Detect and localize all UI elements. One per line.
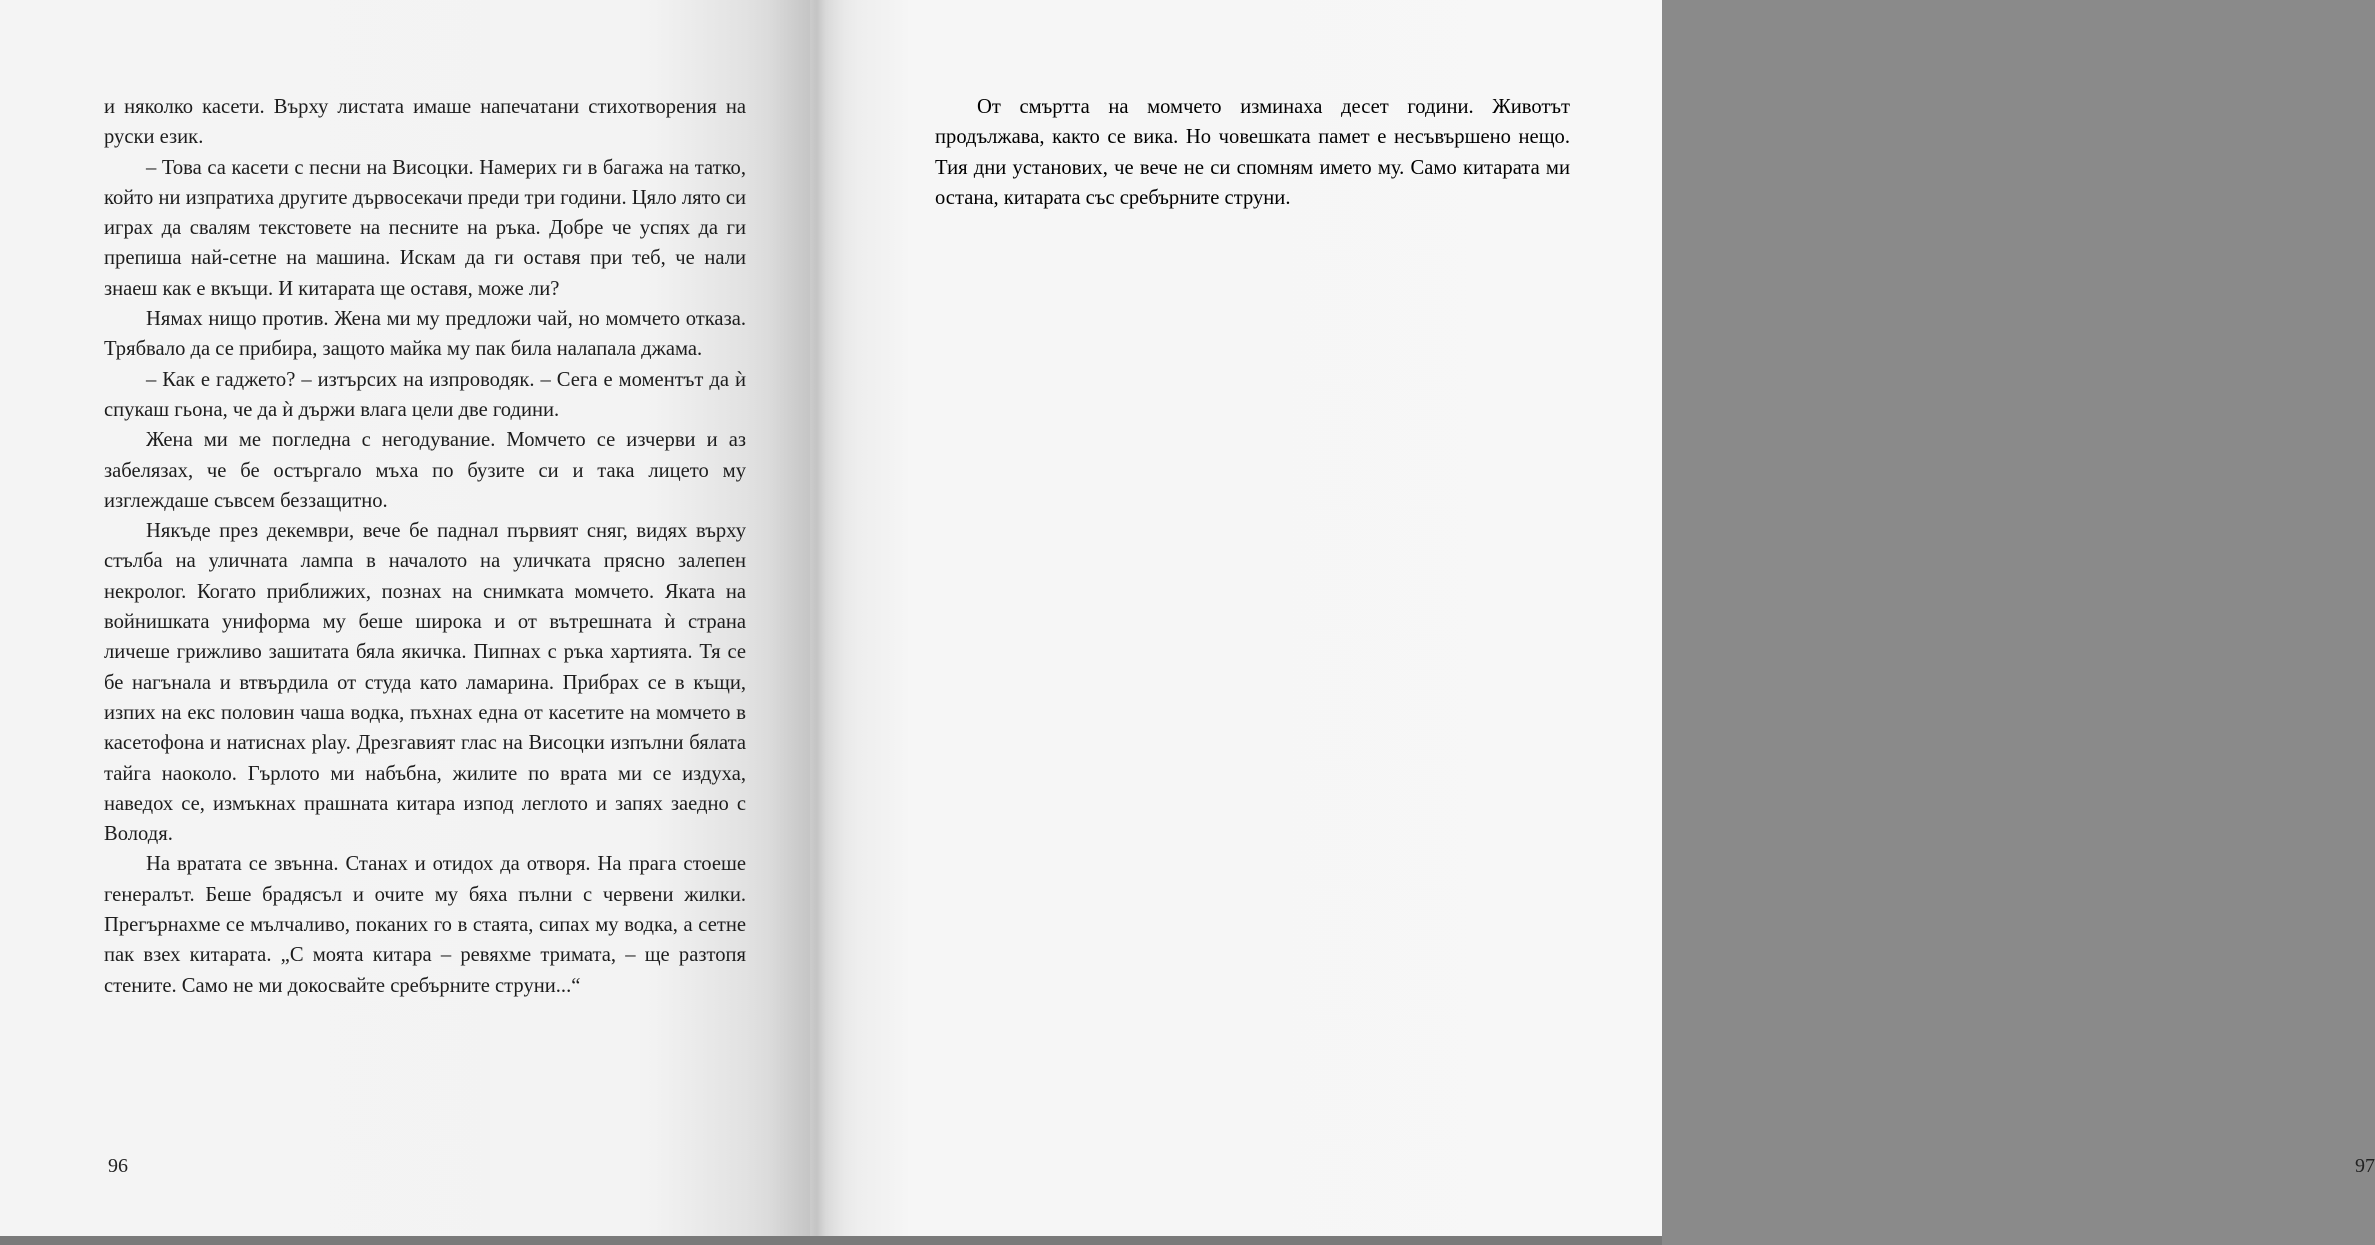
paragraph-3: Нямах нищо против. Жена ми му предложи чай, но момчето отказа. Трябвало да се прибира, защото майка му пак била налапала джама.: [104, 308, 746, 361]
paragraph-2: – Това са касети с песни на Висоцки. Намерих ги в багажа на татко, който ни изпратиха другите дървосекачи преди три години. Цяло лято си играх да свалям текстовете на песните на ръка. Добре че успях да ги препиша най-сетне на машина. Искам да ги оставя при теб, че нали знаеш как е вкъщи. И китарата ще оставя, може ли?: [104, 156, 746, 300]
paragraph-right-1: От смъртта на момчето изминаха десет години. Животът продължава, както се вика. Но човешката памет е несъвършено нещо. Тия дни установих, че вече не си спомням името му. Само китарата ми остана, китарата със сребърните струни.: [935, 96, 1570, 209]
paragraph-6: Някъде през декември, вече бе паднал първият сняг, видях върху стълба на уличната лампа в началото на уличката прясно залепен некролог. Когато приближих, познах на снимката момчето. Яката на войнишката униформа му беше широка и от вътрешната ѝ страна личеше грижливо зашитата бяла якичка. Пипнах с ръка хартията. Тя се бе нагънала и втвърдила от студа като ламарина. Прибрах се в къщи, изпих на екс половин чаша водка, пъхнах една от касетите на момчето в касетофона и натиснах play. Дрезгавият глас на Висоцки изпълни бялата тайга наоколо. Гърлото ми набъбна, жилите по врата ми се издуха, наведох се, измъкнах прашната китара изпод леглото и запях заедно с Володя.: [104, 520, 746, 846]
right-page-text: [935, 92, 1570, 213]
paragraph-4: – Как е гаджето? – изтърсих на изпроводяк. – Сега е моментът да ѝ спукаш гьона, че да ѝ държи влага цели две години.: [104, 368, 746, 421]
page-number-left: 96: [108, 1155, 128, 1177]
left-page-text: [104, 92, 746, 1001]
page-number-right: 97: [2355, 1155, 2375, 1177]
paragraph-7: На вратата се звънна. Станах и отидох да отворя. На прага стоеше генералът. Беше брадясъл и очите му бяха пълни с червени жилки. Прегърнахме се мълчаливо, поканих го в стаята, сипах му водка, а сетне пак взех китарата. „С моята китара – ревяхме тримата, – ще разтопя стените. Само не ми докосвайте сребърните струни...“: [104, 853, 746, 997]
scanner-edge: [0, 1236, 1662, 1245]
paragraph-1: и няколко касети. Върху листата имаше напечатани стихотворения на руски език.: [104, 96, 746, 149]
left-page: [0, 0, 810, 1236]
paragraph-5: Жена ми ме погледна с негодувание. Момчето се изчерви и аз забелязах, че бе остъргало мъха по бузите си и така лицето му изглеждаше съвсем беззащитно.: [104, 429, 746, 512]
